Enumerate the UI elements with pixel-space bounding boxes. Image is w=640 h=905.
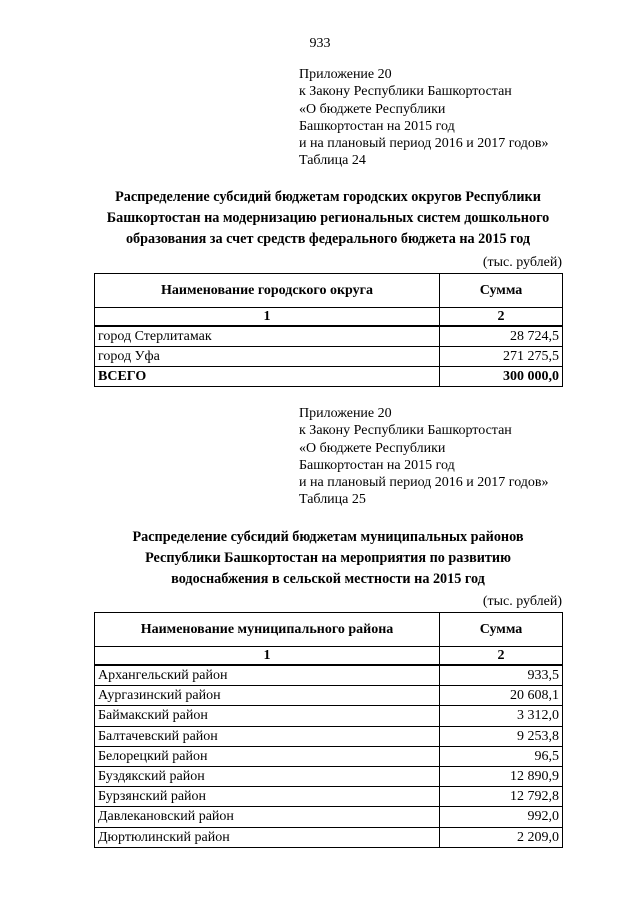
col-number: 2 xyxy=(440,647,563,666)
table-row xyxy=(95,686,563,706)
row-name: Бурзянский район xyxy=(95,787,440,807)
table-row xyxy=(95,706,563,726)
table-header-row xyxy=(95,613,563,647)
column-number-row xyxy=(95,647,563,666)
col-number: 1 xyxy=(95,647,440,666)
row-name: Балтачевский район xyxy=(95,726,440,746)
col-number: 2 xyxy=(440,308,563,327)
table-number: Таблица 24 xyxy=(299,153,366,169)
table-1-units: (тыс. рублей) xyxy=(482,255,562,270)
row-name: Архангельский район xyxy=(95,665,440,686)
total-row xyxy=(95,367,563,387)
column-number-row xyxy=(95,308,563,327)
appendix-line: «О бюджете Республики xyxy=(299,440,446,456)
header-name: Наименование муниципального района xyxy=(95,613,440,647)
title-line: Башкортостан на модернизацию региональных систем дошкольного xyxy=(106,210,550,226)
appendix-line: к Закону Республики Башкортостан xyxy=(299,423,512,439)
row-name: Белорецкий район xyxy=(95,746,440,766)
row-name: город Уфа xyxy=(95,347,440,367)
row-name: город Стерлитамак xyxy=(95,326,440,347)
row-sum: 9 253,8 xyxy=(440,726,563,746)
appendix-line: Башкортостан на 2015 год xyxy=(299,457,455,473)
row-sum: 271 275,5 xyxy=(440,347,563,367)
row-sum: 96,5 xyxy=(440,746,563,766)
table-header-row xyxy=(95,274,563,308)
row-sum: 992,0 xyxy=(440,807,563,827)
table-row xyxy=(95,827,563,847)
appendix-line: Приложение 20 xyxy=(299,406,392,421)
appendix-line: «О бюджете Республики xyxy=(299,101,446,117)
table-2 xyxy=(94,612,563,848)
table-row xyxy=(95,787,563,807)
table-row xyxy=(95,326,563,347)
row-name: Дюртюлинский район xyxy=(95,827,440,847)
row-name: Баймакский район xyxy=(95,706,440,726)
row-sum: 12 890,9 xyxy=(440,766,563,786)
total-sum: 300 000,0 xyxy=(440,367,563,387)
row-sum: 933,5 xyxy=(440,665,563,686)
table-row xyxy=(95,807,563,827)
appendix-line: и на плановый период 2016 и 2017 годов» xyxy=(299,475,549,491)
row-sum: 28 724,5 xyxy=(440,326,563,347)
row-name: Буздякский район xyxy=(95,766,440,786)
appendix-line: Приложение 20 xyxy=(299,67,392,82)
header-sum: Сумма xyxy=(440,613,563,647)
table-row xyxy=(95,665,563,686)
table-row xyxy=(95,766,563,786)
table-number: Таблица 25 xyxy=(299,492,366,508)
appendix-header-1 xyxy=(299,66,549,170)
col-number: 1 xyxy=(95,308,440,327)
total-label: ВСЕГО xyxy=(95,367,440,387)
header-sum: Сумма xyxy=(440,274,563,308)
row-name: Давлекановский район xyxy=(95,807,440,827)
appendix-line: к Закону Республики Башкортостан xyxy=(299,84,512,100)
row-sum: 20 608,1 xyxy=(440,686,563,706)
row-name: Аургазинский район xyxy=(95,686,440,706)
table-row xyxy=(95,726,563,746)
row-sum: 12 792,8 xyxy=(440,787,563,807)
table-2-units: (тыс. рублей) xyxy=(482,594,562,609)
table-row xyxy=(95,347,563,367)
table-1-title xyxy=(92,187,564,250)
table-2-title xyxy=(92,527,564,590)
table-row xyxy=(95,746,563,766)
page-number: 933 xyxy=(309,36,331,51)
title-line: Распределение субсидий бюджетам городских округов Республики xyxy=(115,189,541,205)
header-name: Наименование городского округа xyxy=(95,274,440,308)
appendix-line: и на плановый период 2016 и 2017 годов» xyxy=(299,136,549,152)
row-sum: 3 312,0 xyxy=(440,706,563,726)
title-line: Республики Башкортостан на мероприятия по развитию xyxy=(145,550,511,566)
appendix-header-2 xyxy=(299,405,549,509)
row-sum: 2 209,0 xyxy=(440,827,563,847)
appendix-line: Башкортостан на 2015 год xyxy=(299,118,455,134)
title-line: водоснабжения в сельской местности на 2015 год xyxy=(171,571,485,587)
title-line: образования за счет средств федерального бюджета на 2015 год xyxy=(125,231,531,247)
table-1 xyxy=(94,273,563,387)
title-line: Распределение субсидий бюджетам муниципальных районов xyxy=(132,529,524,545)
